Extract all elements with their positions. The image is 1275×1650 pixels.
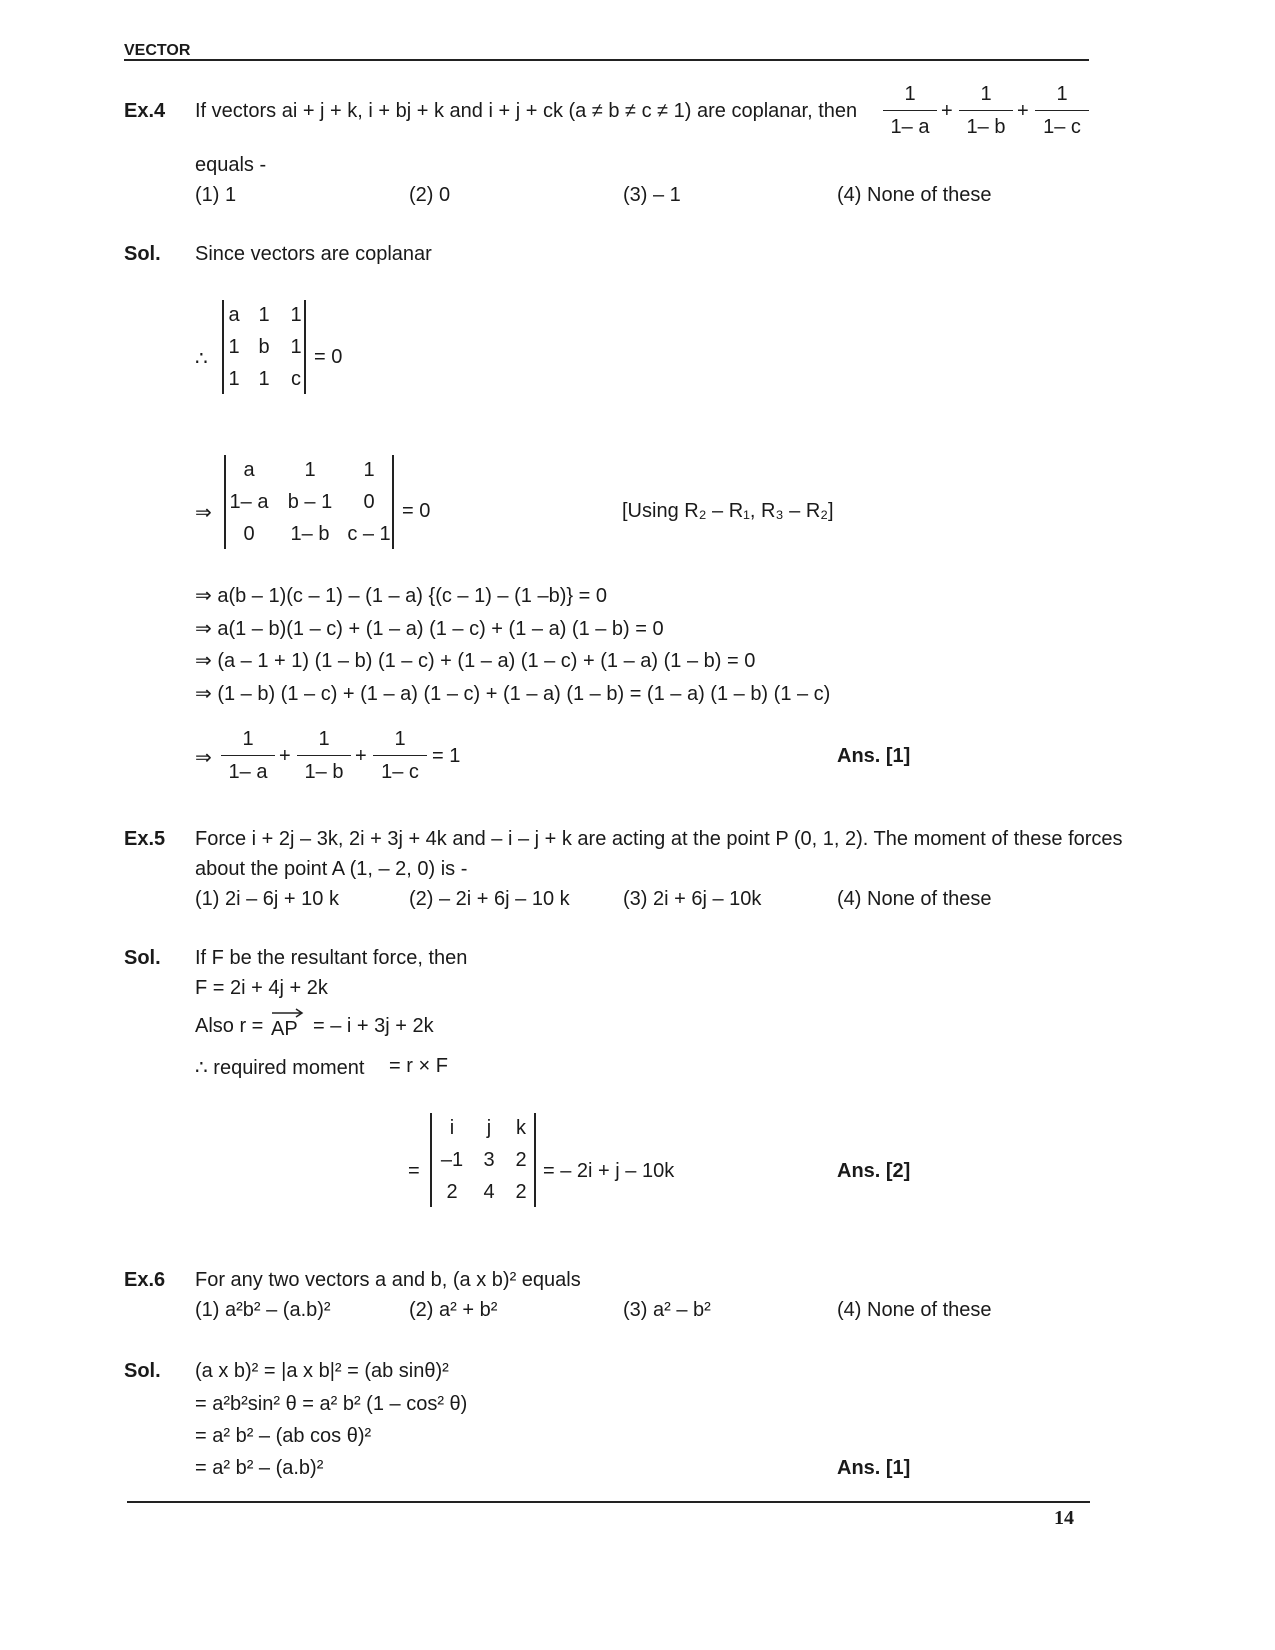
example-4-question: If vectors ai + j + k, i + bj + k and i + j + ck (a ≠ b ≠ c ≠ 1) are coplanar, then — [195, 100, 858, 122]
solution-6-line-1: (a x b)² = |a x b|² = (ab sinθ)² — [195, 1360, 449, 1382]
option-2: (2) 0 — [409, 184, 451, 206]
plus-sign: + — [941, 100, 953, 122]
solution-6-label: Sol. — [124, 1360, 161, 1382]
fraction-denominator: 1– b — [304, 761, 344, 783]
det-cell: b — [258, 336, 270, 358]
det-cell: a — [228, 304, 240, 326]
equals-text: equals - — [195, 154, 267, 176]
det-cell: 1 — [228, 368, 240, 390]
position-vector-prefix: Also r = — [195, 1015, 264, 1037]
det-cell: 1 — [304, 459, 316, 481]
det-cell: 2 — [515, 1149, 527, 1171]
plus-sign: + — [279, 745, 291, 767]
fraction-numerator: 1 — [242, 728, 254, 750]
example-6-question: For any two vectors a and b, (a x b)² equals — [195, 1269, 581, 1291]
equals-zero: = 0 — [402, 500, 431, 522]
vector-arrow-icon — [271, 1008, 305, 1018]
question-fraction-a — [883, 84, 937, 137]
fraction-denominator: 1– c — [1043, 116, 1081, 138]
solution-4-intro: Since vectors are coplanar — [195, 243, 432, 265]
option-3: (3) 2i + 6j – 10k — [623, 888, 762, 910]
option-4: (4) None of these — [837, 184, 992, 206]
det-cell: j — [486, 1117, 492, 1139]
det-cell: 0 — [243, 523, 255, 545]
final-fraction-a — [221, 729, 275, 782]
det-cell: 1 — [258, 368, 270, 390]
solution-6-line-2: = a²b²sin² θ = a² b² (1 – cos² θ) — [195, 1393, 468, 1415]
fraction-denominator: 1– a — [228, 761, 268, 783]
running-header: VECTOR — [124, 42, 191, 59]
fraction-numerator: 1 — [1056, 83, 1068, 105]
fraction-numerator: 1 — [980, 83, 992, 105]
det-cell: 1 — [290, 304, 302, 326]
equals-zero: = 0 — [314, 346, 343, 368]
option-4: (4) None of these — [837, 888, 992, 910]
example-4-label: Ex.4 — [124, 100, 166, 122]
option-2: (2) a² + b² — [409, 1299, 498, 1321]
page-number: 14 — [1054, 1507, 1074, 1529]
option-1: (1) 2i – 6j + 10 k — [195, 888, 339, 910]
row-operation-note: [Using R₂ – R₁, R₃ – R₂] — [622, 500, 834, 522]
resultant-force: F = 2i + 4j + 2k — [195, 977, 328, 999]
vector-ap-label: AP — [271, 1018, 298, 1040]
det-cell: 2 — [446, 1181, 458, 1203]
row-reduced-determinant — [224, 455, 394, 549]
solution-step-1: ⇒ a(b – 1)(c – 1) – (1 – a) {(c – 1) – (1 –b)} = 0 — [195, 585, 607, 607]
plus-sign: + — [355, 745, 367, 767]
moment-prefix: ∴ required moment — [195, 1057, 365, 1079]
det-cell: 1– a — [229, 491, 269, 513]
option-1: (1) a²b² – (a.b)² — [195, 1299, 331, 1321]
det-cell: 1 — [258, 304, 270, 326]
det-cell: –1 — [440, 1149, 464, 1171]
solution-5-line-1: If F be the resultant force, then — [195, 947, 468, 969]
question-fraction-b — [959, 84, 1013, 137]
solution-6-line-4: = a² b² – (a.b)² — [195, 1457, 324, 1479]
example-6-label: Ex.6 — [124, 1269, 166, 1291]
answer-ex6: Ans. [1] — [837, 1457, 911, 1479]
fraction-numerator: 1 — [318, 728, 330, 750]
det-cell: 1 — [363, 459, 375, 481]
answer-ex4: Ans. [1] — [837, 745, 911, 767]
solution-step-3: ⇒ (a – 1 + 1) (1 – b) (1 – c) + (1 – a) (1 – c) + (1 – a) (1 – b) = 0 — [195, 650, 756, 672]
footer-rule — [127, 1501, 1090, 1503]
answer-ex5: Ans. [2] — [837, 1160, 911, 1182]
det-cell: 2 — [515, 1181, 527, 1203]
option-1: (1) 1 — [195, 184, 237, 206]
det-cell: 4 — [483, 1181, 495, 1203]
option-2: (2) – 2i + 6j – 10 k — [409, 888, 570, 910]
det-cell: 1 — [290, 336, 302, 358]
det-cell: c – 1 — [347, 523, 391, 545]
det-cell: c — [291, 368, 301, 390]
det-cell: 1 — [228, 336, 240, 358]
fraction-numerator: 1 — [904, 83, 916, 105]
solution-4-label: Sol. — [124, 243, 161, 265]
det-cell: 3 — [483, 1149, 495, 1171]
det-cell: k — [516, 1117, 526, 1139]
option-4: (4) None of these — [837, 1299, 992, 1321]
fraction-denominator: 1– c — [381, 761, 419, 783]
implies-symbol: ⇒ — [195, 502, 212, 524]
option-3: (3) a² – b² — [623, 1299, 711, 1321]
position-vector-value: = – i + 3j + 2k — [313, 1015, 434, 1037]
equals-one: = 1 — [432, 745, 461, 767]
solution-5-label: Sol. — [124, 947, 161, 969]
vector-ap — [271, 1008, 305, 1041]
implies-symbol: ⇒ — [195, 747, 212, 769]
equals-sign: = — [408, 1160, 420, 1182]
det-cell: i — [449, 1117, 455, 1139]
det-cell: 1– b — [290, 523, 330, 545]
det-cell: a — [243, 459, 255, 481]
final-fraction-c — [373, 729, 427, 782]
plus-sign: + — [1017, 100, 1029, 122]
fraction-denominator: 1– a — [890, 116, 930, 138]
header-rule — [124, 59, 1089, 61]
therefore-symbol: ∴ — [195, 348, 208, 370]
moment-formula: = r × F — [389, 1055, 448, 1077]
coplanar-determinant — [222, 300, 306, 394]
example-5-question-line-2: about the point A (1, – 2, 0) is - — [195, 858, 468, 880]
solution-6-line-3: = a² b² – (ab cos θ)² — [195, 1425, 372, 1447]
solution-step-4: ⇒ (1 – b) (1 – c) + (1 – a) (1 – c) + (1 – a) (1 – b) = (1 – a) (1 – b) (1 – c) — [195, 683, 831, 705]
det-cell: 0 — [363, 491, 375, 513]
final-fraction-b — [297, 729, 351, 782]
det-cell: b – 1 — [287, 491, 333, 513]
solution-step-2: ⇒ a(1 – b)(1 – c) + (1 – a) (1 – c) + (1 – a) (1 – b) = 0 — [195, 618, 664, 640]
example-5-label: Ex.5 — [124, 828, 166, 850]
example-5-question-line-1: Force i + 2j – 3k, 2i + 3j + 4k and – i – j + k are acting at the point P (0, 1, 2). The moment of these forces — [195, 828, 1123, 850]
option-3: (3) – 1 — [623, 184, 681, 206]
fraction-denominator: 1– b — [966, 116, 1006, 138]
fraction-numerator: 1 — [394, 728, 406, 750]
moment-result: = – 2i + j – 10k — [543, 1160, 675, 1182]
cross-product-determinant — [430, 1113, 536, 1207]
question-fraction-c — [1035, 84, 1089, 137]
